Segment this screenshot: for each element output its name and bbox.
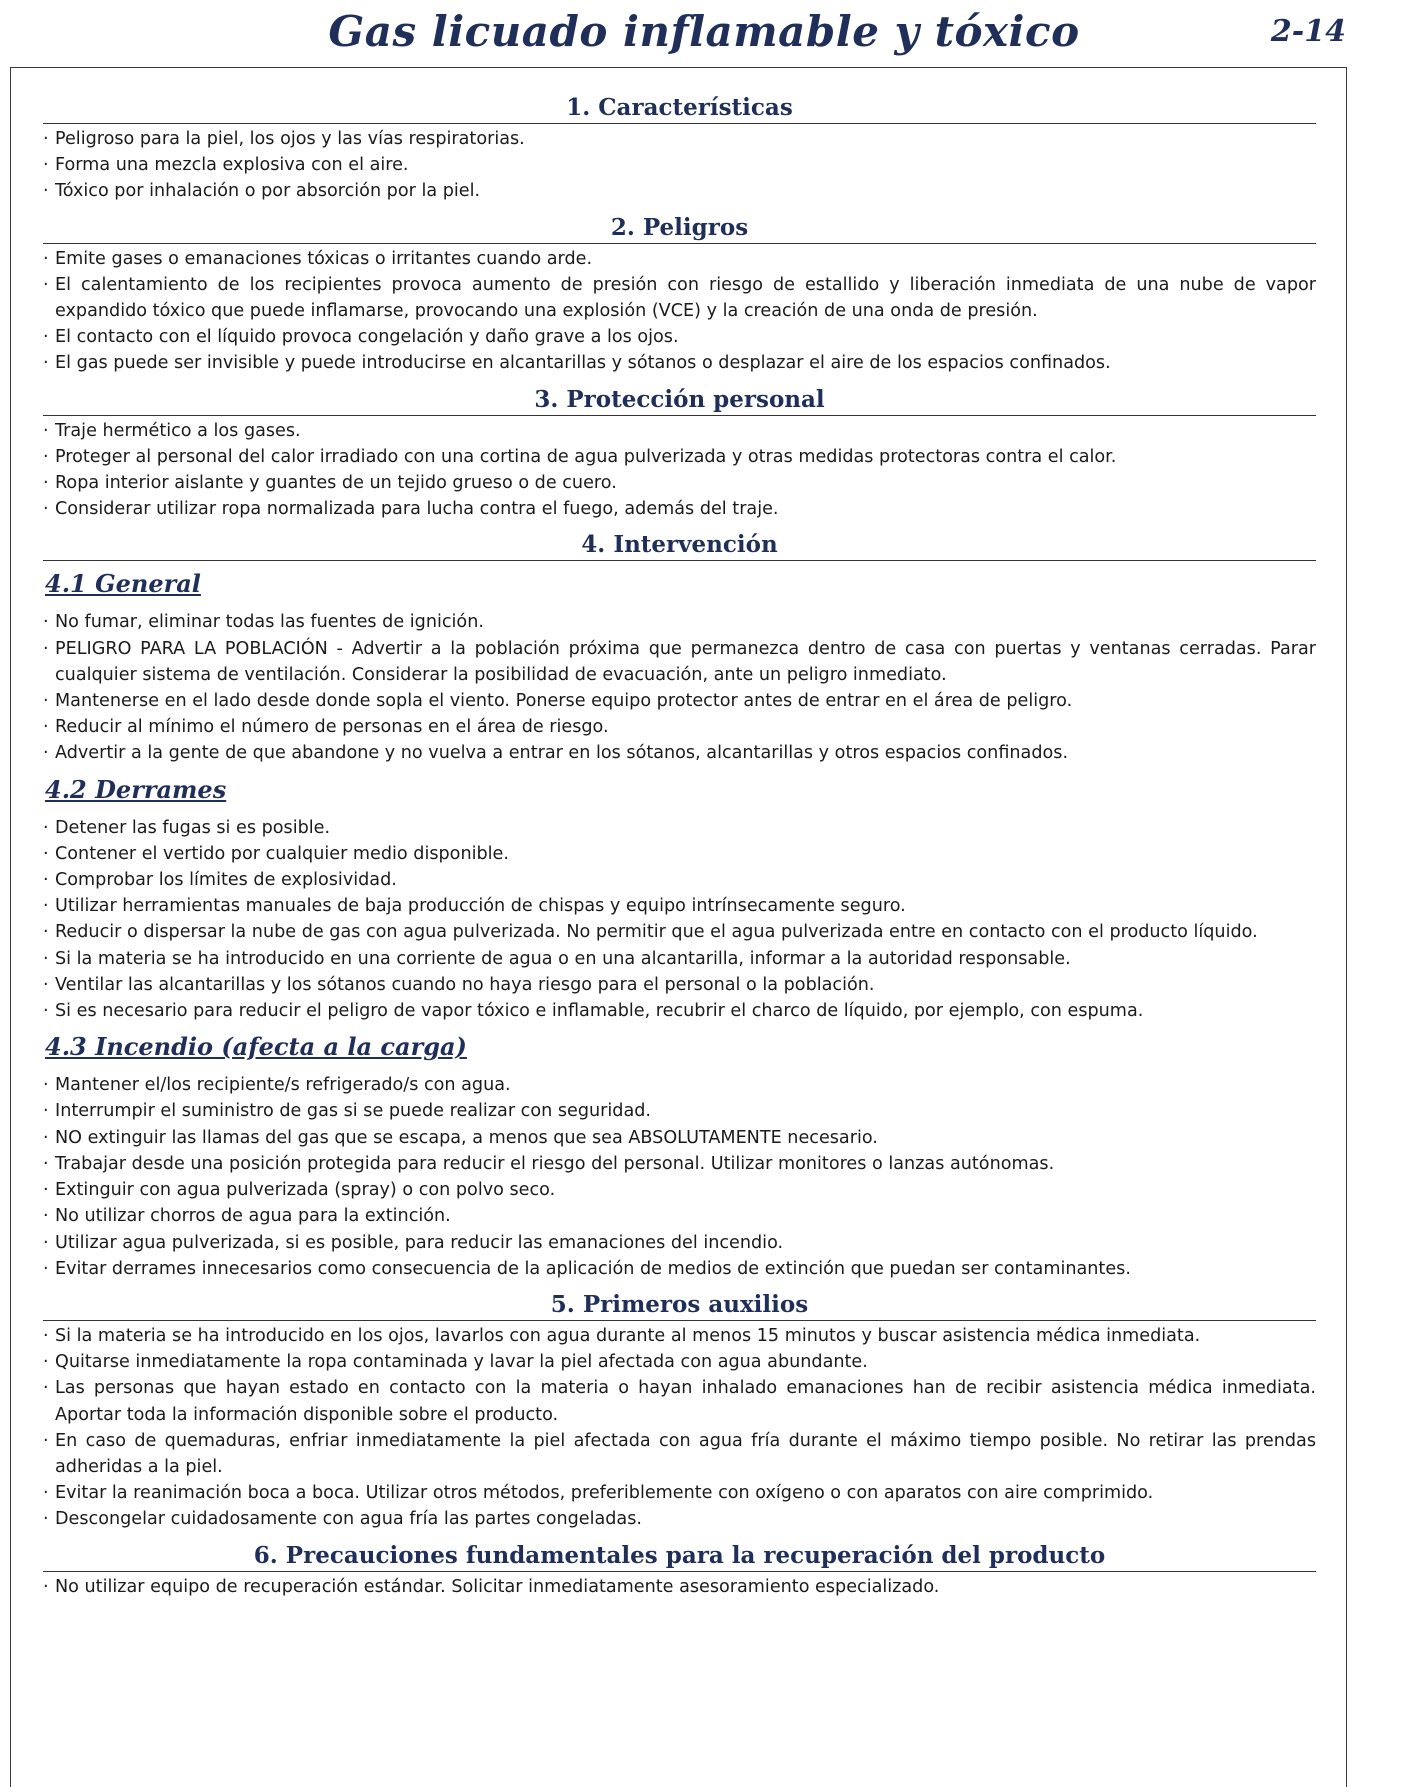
list-item: · Proteger al personal del calor irradiado con una cortina de agua pulverizada y otras medidas protectoras contra el calor. [43, 444, 1316, 470]
list-item: · No utilizar equipo de recuperación estándar. Solicitar inmediatamente asesoramiento especializado. [43, 1574, 1316, 1600]
bullet-list [43, 815, 1316, 1025]
bullet-list [43, 246, 1316, 377]
list-item: · Evitar derrames innecesarios como consecuencia de la aplicación de medios de extinción que puedan ser contaminantes. [43, 1256, 1316, 1282]
list-item: · Ventilar las alcantarillas y los sótanos cuando no haya riesgo para el personal o la población. [43, 972, 1316, 998]
list-item: · En caso de quemaduras, enfriar inmediatamente la piel afectada con agua fría durante el máximo tiempo posible. No retirar las prendas adheridas a la piel. [43, 1428, 1316, 1480]
list-item: · NO extinguir las llamas del gas que se escapa, a menos que sea ABSOLUTAMENTE necesario. [43, 1125, 1316, 1151]
subsection-heading: 4.1 General [45, 569, 201, 599]
list-item: · Si la materia se ha introducido en una corriente de agua o en una alcantarilla, informar a la autoridad responsable. [43, 946, 1316, 972]
bullet-list [43, 1072, 1316, 1282]
bullet-list [43, 1323, 1316, 1533]
list-item: · Utilizar agua pulverizada, si es posible, para reducir las emanaciones del incendio. [43, 1230, 1316, 1256]
section [43, 1542, 1316, 1600]
section-heading: 6. Precauciones fundamentales para la recuperación del producto [43, 1542, 1316, 1572]
section [43, 531, 1316, 1281]
list-item: · Utilizar herramientas manuales de baja producción de chispas y equipo intrínsecamente seguro. [43, 893, 1316, 919]
section-heading: 4. Intervención [43, 531, 1316, 561]
section [43, 1291, 1316, 1533]
list-item: · No utilizar chorros de agua para la extinción. [43, 1203, 1316, 1229]
list-item: · Tóxico por inhalación o por absorción por la piel. [43, 178, 1316, 204]
section-heading: 2. Peligros [43, 214, 1316, 244]
section-heading: 1. Características [43, 94, 1316, 124]
bullet-list [43, 126, 1316, 205]
list-item: · Mantener el/los recipiente/s refrigerado/s con agua. [43, 1072, 1316, 1098]
list-item: · Trabajar desde una posición protegida para reducir el riesgo del personal. Utilizar monitores o lanzas autónomas. [43, 1151, 1316, 1177]
list-item: · Si es necesario para reducir el peligro de vapor tóxico e inflamable, recubrir el charco de líquido, por ejemplo, con espuma. [43, 998, 1316, 1024]
section [43, 214, 1316, 377]
list-item: · Extinguir con agua pulverizada (spray) o con polvo seco. [43, 1177, 1316, 1203]
list-item: · Emite gases o emanaciones tóxicas o irritantes cuando arde. [43, 246, 1316, 272]
list-item: · Quitarse inmediatamente la ropa contaminada y lavar la piel afectada con agua abundante. [43, 1349, 1316, 1375]
bullet-list [43, 609, 1316, 766]
section-heading: 5. Primeros auxilios [43, 1291, 1316, 1321]
page-number: 2-14 [1270, 14, 1346, 49]
list-item: · Interrumpir el suministro de gas si se puede realizar con seguridad. [43, 1098, 1316, 1124]
list-item: · Detener las fugas si es posible. [43, 815, 1316, 841]
list-item: · Mantenerse en el lado desde donde sopla el viento. Ponerse equipo protector antes de entrar en el área de peligro. [43, 688, 1316, 714]
list-item: · Evitar la reanimación boca a boca. Utilizar otros métodos, preferiblemente con oxígeno o con aparatos con aire comprimido. [43, 1480, 1316, 1506]
list-item: · Si la materia se ha introducido en los ojos, lavarlos con agua durante al menos 15 minutos y buscar asistencia médica inmediata. [43, 1323, 1316, 1349]
list-item: · No fumar, eliminar todas las fuentes de ignición. [43, 609, 1316, 635]
subsection-heading: 4.2 Derrames [45, 774, 227, 804]
list-item: · El gas puede ser invisible y puede introducirse en alcantarillas y sótanos o desplazar el aire de los espacios confinados. [43, 350, 1316, 376]
section [43, 386, 1316, 523]
document-body [43, 94, 1316, 1609]
list-item: · Peligroso para la piel, los ojos y las vías respiratorias. [43, 126, 1316, 152]
list-item: · Contener el vertido por cualquier medio disponible. [43, 841, 1316, 867]
list-item: · El calentamiento de los recipientes provoca aumento de presión con riesgo de estallido y liberación inmediata de una nube de vapor expandido tóxico que puede inflamarse, provocando una explosión (VCE) y la creación de una onda de presión. [43, 272, 1316, 324]
list-item: · Descongelar cuidadosamente con agua fría las partes congeladas. [43, 1506, 1316, 1532]
section [43, 94, 1316, 205]
list-item: · Reducir o dispersar la nube de gas con agua pulverizada. No permitir que el agua pulverizada entre en contacto con el producto líquido. [43, 919, 1316, 945]
list-item: · Traje hermético a los gases. [43, 418, 1316, 444]
list-item: · Considerar utilizar ropa normalizada para lucha contra el fuego, además del traje. [43, 496, 1316, 522]
list-item: · Ropa interior aislante y guantes de un tejido grueso o de cuero. [43, 470, 1316, 496]
page-title: Gas licuado inflamable y tóxico [328, 7, 1080, 56]
list-item: · Comprobar los límites de explosividad. [43, 867, 1316, 893]
bullet-list [43, 1574, 1316, 1600]
list-item: · El contacto con el líquido provoca congelación y daño grave a los ojos. [43, 324, 1316, 350]
list-item: · Reducir al mínimo el número de personas en el área de riesgo. [43, 714, 1316, 740]
list-item: · Las personas que hayan estado en contacto con la materia o hayan inhalado emanaciones han de recibir asistencia médica inmediata. Aportar toda la información disponible sobre el producto. [43, 1375, 1316, 1427]
bullet-list [43, 418, 1316, 523]
section-heading: 3. Protección personal [43, 386, 1316, 416]
subsection-heading: 4.3 Incendio (afecta a la carga) [45, 1032, 467, 1062]
list-item: · Advertir a la gente de que abandone y no vuelva a entrar en los sótanos, alcantarillas y otros espacios confinados. [43, 740, 1316, 766]
list-item: · PELIGRO PARA LA POBLACIÓN - Advertir a la población próxima que permanezca dentro de casa con puertas y ventanas cerradas. Parar cualquier sistema de ventilación. Considerar la posibilidad de evacuación, ante un peligro inmediato. [43, 636, 1316, 688]
list-item: · Forma una mezcla explosiva con el aire. [43, 152, 1316, 178]
